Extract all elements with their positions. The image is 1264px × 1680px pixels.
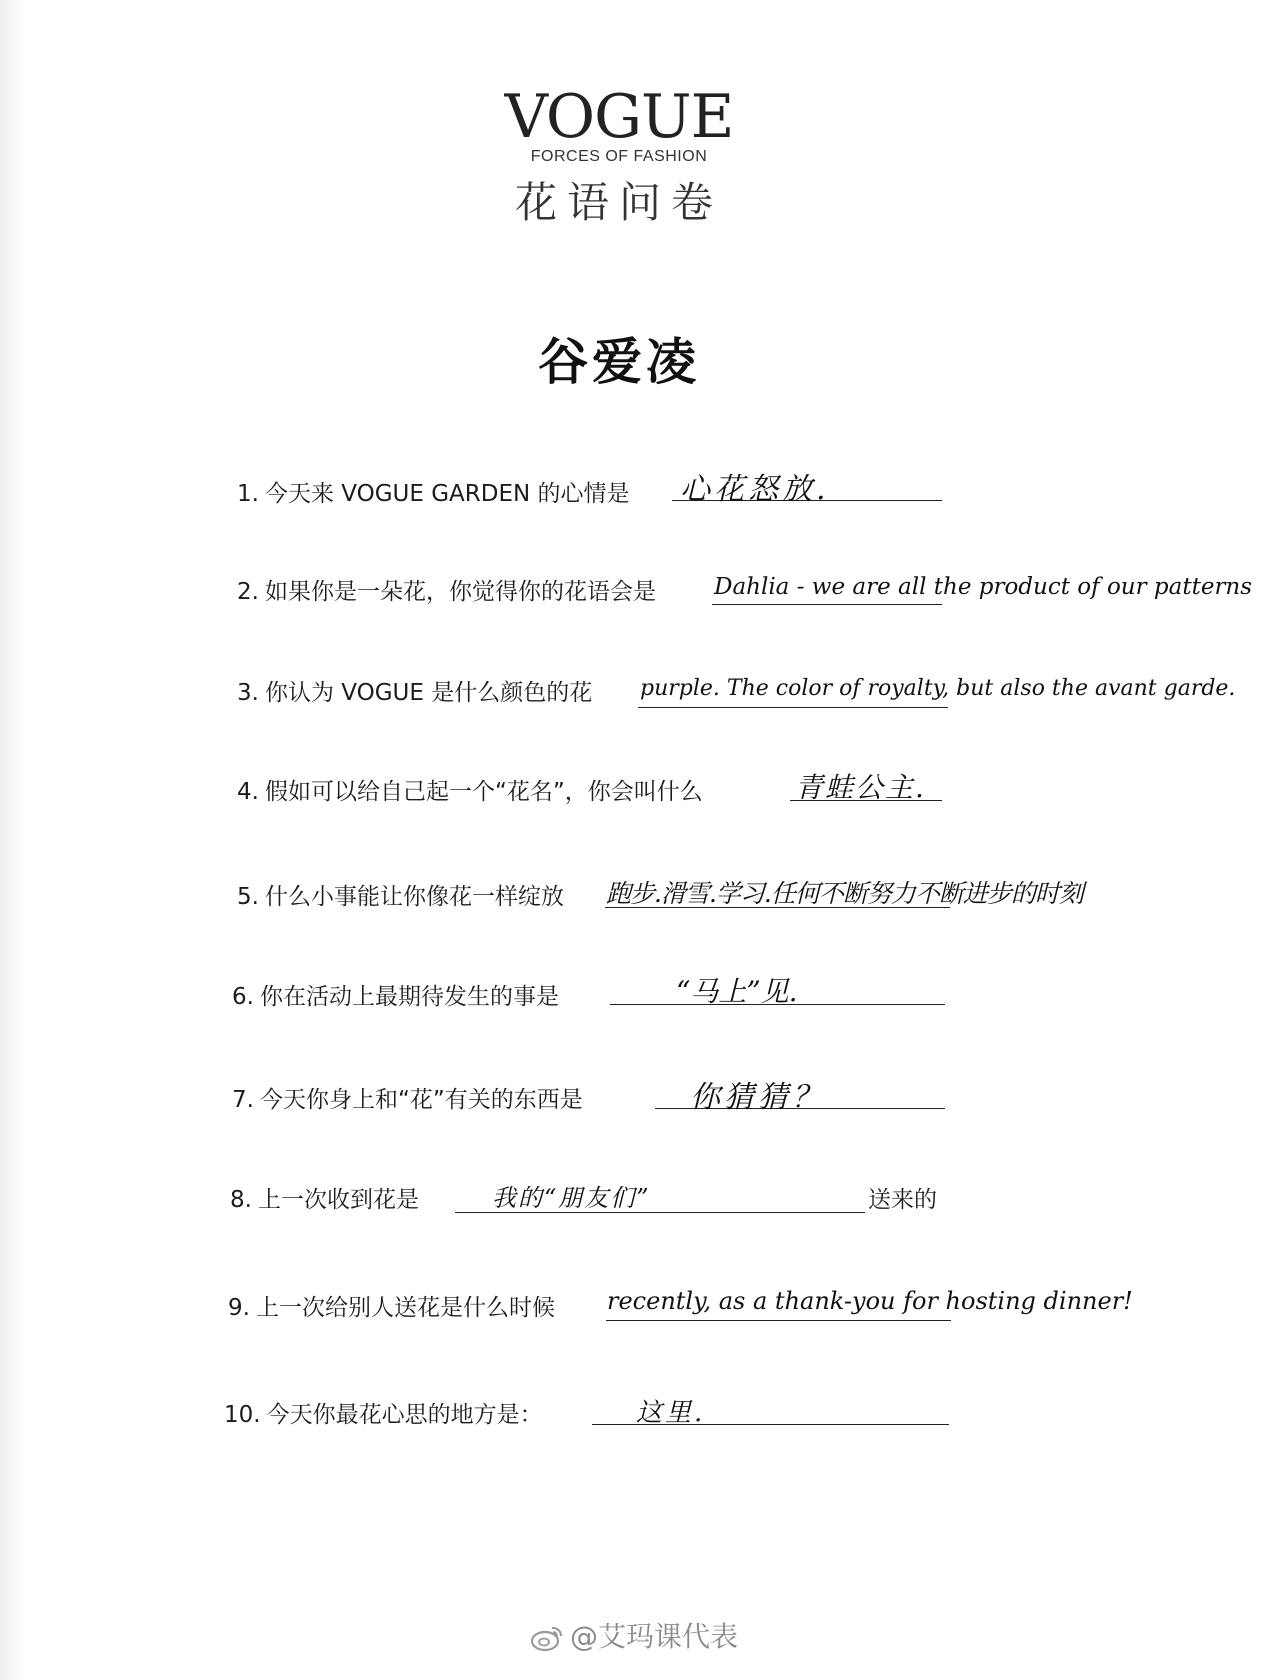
answer-line	[606, 1320, 951, 1321]
question-number: 2.	[237, 579, 259, 605]
vogue-logo: VOGUE	[504, 82, 734, 152]
question-number: 4.	[237, 779, 259, 805]
question-number: 3.	[237, 680, 259, 706]
question-1	[237, 474, 630, 514]
handwritten-answer: 这里.	[636, 1398, 706, 1428]
handwritten-answer: “马上”见.	[676, 975, 798, 1008]
question-9	[228, 1288, 555, 1328]
answer-line	[712, 604, 942, 605]
question-text: 你认为 VOGUE 是什么颜色的花	[264, 680, 593, 706]
question-2	[237, 572, 656, 612]
question-number: 10.	[224, 1402, 261, 1428]
handwritten-answer: 心花怒放.	[680, 472, 830, 507]
question-number: 7.	[232, 1087, 254, 1113]
question-text: 今天你最花心思的地方是：	[266, 1402, 543, 1428]
question-text: 什么小事能让你像花一样绽放	[264, 884, 564, 910]
logo-tagline: FORCES OF FASHION	[530, 148, 708, 165]
question-text: 上一次给别人送花是什么时候	[255, 1295, 555, 1321]
question-text: 假如可以给自己起一个“花名”，你会叫什么	[264, 779, 703, 805]
question-number: 8.	[230, 1187, 252, 1213]
question-text: 今天来 VOGUE GARDEN 的心情是	[264, 481, 630, 507]
question-text: 今天你身上和“花”有关的东西是	[259, 1087, 583, 1113]
question-text: 如果你是一朵花，你觉得你的花语会是	[264, 579, 656, 605]
question-text: 上一次收到花是	[257, 1187, 419, 1213]
handwritten-answer: 跑步.滑雪.学习.任何不断努力不断进步的时刻	[606, 879, 1083, 908]
handwritten-answer: purple. The color of royalty, but also the avant garde.	[640, 676, 1236, 701]
watermark	[530, 1615, 738, 1655]
question-number: 1.	[237, 481, 259, 507]
question-number: 6.	[232, 984, 254, 1010]
question-7	[232, 1080, 583, 1120]
question-6	[232, 977, 559, 1017]
question-number: 9.	[228, 1295, 250, 1321]
question-number: 5.	[237, 884, 259, 910]
handwritten-answer: recently, as a thank-you for hosting dinner!	[607, 1287, 1133, 1315]
question-4	[237, 772, 703, 812]
page-edge-shadow	[0, 0, 24, 1680]
answer-line	[638, 707, 948, 708]
question-suffix: 送来的	[868, 1187, 937, 1213]
masthead	[0, 82, 1264, 230]
handwritten-answer: Dahlia - we are all the product of our patterns	[714, 574, 1253, 600]
question-8	[230, 1180, 419, 1220]
question-3	[237, 673, 592, 713]
question-10	[224, 1395, 543, 1435]
handwritten-answer: 青蛙公主.	[795, 771, 926, 804]
question-5	[237, 877, 564, 917]
weibo-icon	[530, 1624, 564, 1652]
questionnaire-title: 花语问卷	[514, 178, 723, 227]
watermark-text: @艾玛课代表	[570, 1620, 739, 1653]
handwritten-answer: 我的“朋友们”	[492, 1184, 651, 1212]
respondent-name: 谷爱凌	[538, 332, 700, 391]
question-text: 你在活动上最期待发生的事是	[259, 984, 559, 1010]
handwritten-answer: 你猜猜？	[690, 1080, 826, 1115]
